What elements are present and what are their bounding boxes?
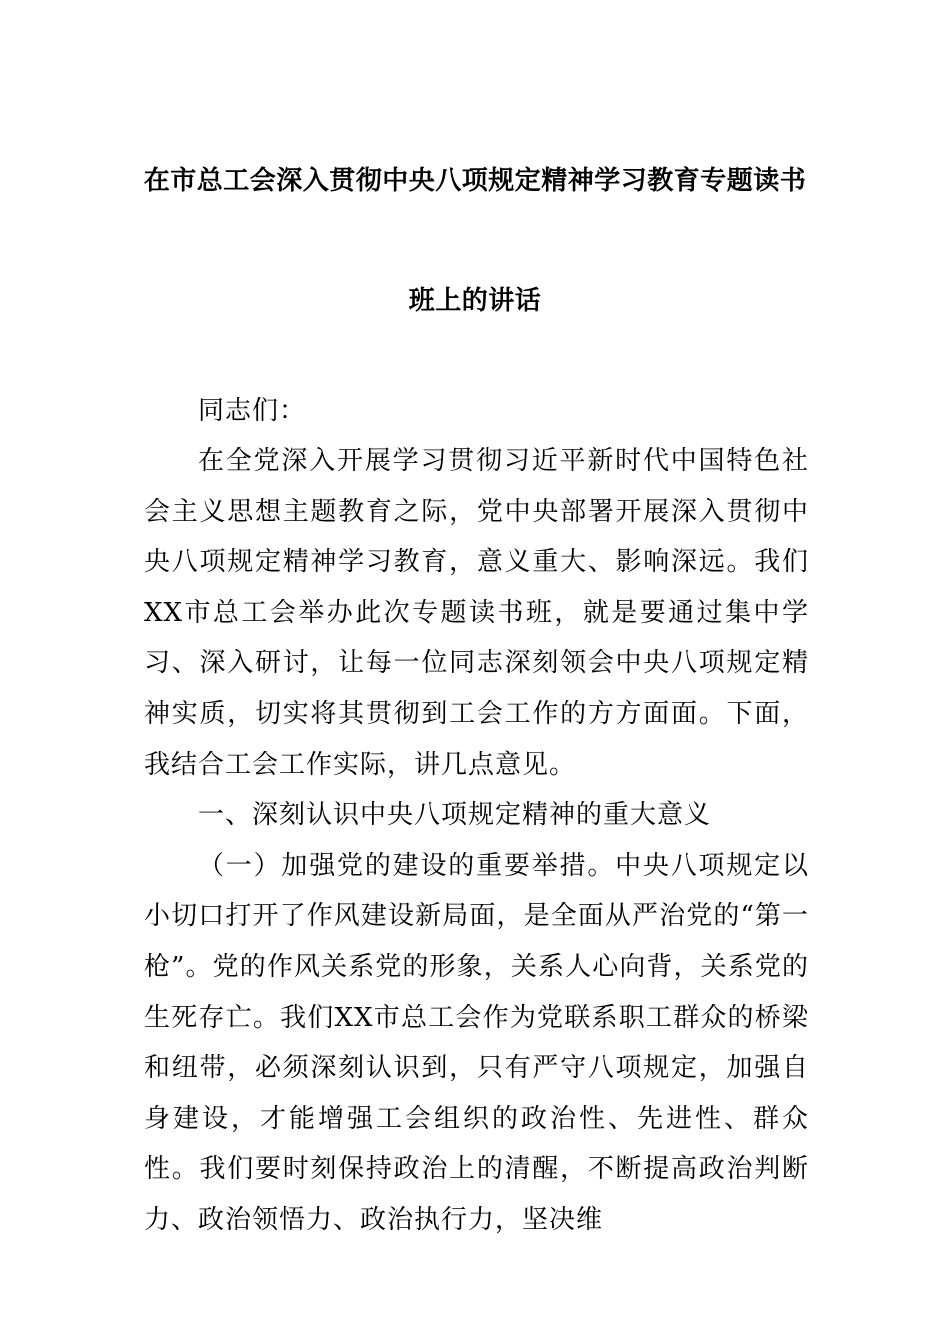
greeting-block (144, 386, 809, 437)
paragraph-intro: 在全党深入开展学习贯彻习近平新时代中国特色社会主义思想主题教育之际，党中央部署开展深入贯彻中央八项规定精神学习教育，意义重大、影响深远。我们XX市总工会举办此次专题读书班，就是要通过集中学习、深入研讨，让每一位同志深刻领会中央八项规定精神实质，切实将其贯彻到工会工作的方方面面。下面，我结合工会工作实际，讲几点意见。 (144, 446, 809, 780)
section-heading-1: 一、深刻认识中央八项规定精神的重大意义 (198, 800, 712, 831)
paragraph-subsection-1: （一）加强党的建设的重要举措。中央八项规定以小切口打开了作风建设新局面，是全面从严治党的“第一枪”。党的作风关系党的形象，关系人心向背，关系党的生死存亡。我们XX市总工会作为党联系职工群众的桥梁和纽带，必须深刻认识到，只有严守八项规定，加强自身建设，才能增强工会组织的政治性、先进性、群众性。我们要时刻保持政治上的清醒，不断提高政治判断力、政治领悟力、政治执行力，坚决维 (144, 850, 809, 1235)
greeting: 同志们： (198, 396, 307, 426)
body-paragraphs (144, 436, 809, 1246)
document-title-line-2: 班上的讲话 (408, 286, 542, 316)
document-title-line-1: 在市总工会深入贯彻中央八项规定精神学习教育专题读书 (143, 166, 807, 196)
